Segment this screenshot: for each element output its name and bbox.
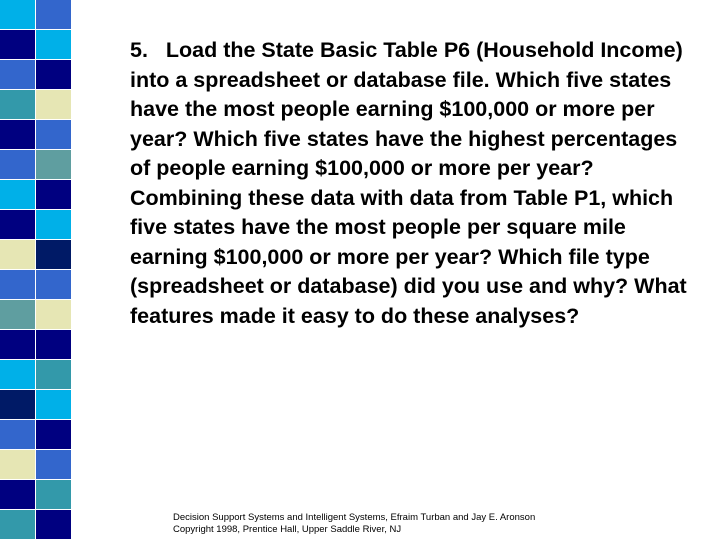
- stripe-block: [36, 0, 71, 29]
- stripe-block: [0, 210, 35, 239]
- decorative-stripe-bar: [0, 0, 71, 540]
- footer-credit: [173, 512, 535, 536]
- stripe-block: [0, 90, 35, 119]
- stripe-block: [36, 360, 71, 389]
- stripe-block: [36, 330, 71, 359]
- stripe-block: [0, 30, 35, 59]
- stripe-block: [36, 90, 71, 119]
- stripe-block: [0, 390, 35, 419]
- stripe-block: [36, 270, 71, 299]
- footer-line-2: Copyright 1998, Prentice Hall, Upper Saddle River, NJ: [173, 524, 402, 535]
- stripe-block: [36, 180, 71, 209]
- stripe-block: [36, 510, 71, 539]
- stripe-block: [36, 240, 71, 269]
- stripe-block: [0, 150, 35, 179]
- stripe-block: [0, 330, 35, 359]
- stripe-block: [0, 300, 35, 329]
- footer-line-1: Decision Support Systems and Intelligent Systems, Efraim Turban and Jay E. Aronson: [173, 512, 536, 523]
- stripe-block: [0, 0, 35, 29]
- stripe-block: [0, 180, 35, 209]
- stripe-block: [0, 510, 35, 539]
- stripe-block: [36, 60, 71, 89]
- stripe-block: [36, 420, 71, 449]
- stripe-block: [36, 120, 71, 149]
- stripe-block: [36, 210, 71, 239]
- stripe-block: [36, 150, 71, 179]
- stripe-block: [0, 450, 35, 479]
- stripe-block: [0, 120, 35, 149]
- stripe-block: [0, 240, 35, 269]
- question-body: Load the State Basic Table P6 (Household Income) into a spreadsheet or database file. Which five states have the most people earning $100,000 or more per year? Which five states have the highest percentages of people earning $100,000 or more per year? Combining these data with data from Table P1, which five states have the most people per square mile earning $100,000 or more per year? Which file type (spreadsheet or database) did you use and why? What features made it easy to do these analyses?: [130, 38, 687, 328]
- stripe-block: [36, 300, 71, 329]
- stripe-block: [0, 360, 35, 389]
- stripe-block: [0, 270, 35, 299]
- stripe-block: [36, 450, 71, 479]
- stripe-block: [0, 60, 35, 89]
- stripe-block: [36, 480, 71, 509]
- stripe-block: [0, 480, 35, 509]
- question-text-block: [130, 36, 690, 331]
- question-number: 5.: [130, 38, 148, 62]
- stripe-block: [36, 30, 71, 59]
- stripe-block: [0, 420, 35, 449]
- stripe-block: [36, 390, 71, 419]
